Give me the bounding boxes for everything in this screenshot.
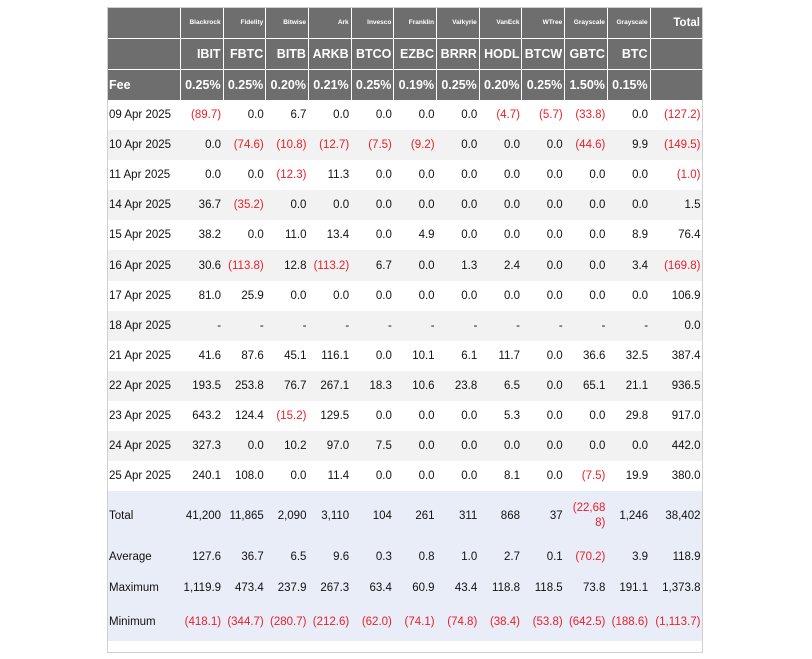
flow-value: 0.0 bbox=[375, 229, 392, 242]
row-total-value: (1.0) bbox=[676, 169, 701, 182]
flow-value: 0.0 bbox=[223, 431, 266, 461]
flow-value: 0.0 bbox=[375, 409, 392, 422]
flow-value: 76.7 bbox=[266, 371, 309, 401]
summary-value: (62.0) bbox=[351, 603, 394, 641]
provider-header: Invesco bbox=[351, 7, 394, 39]
summary-value: (38.4) bbox=[479, 603, 522, 641]
provider-header: Valkyrie bbox=[437, 7, 480, 39]
flow-value: (44.6) bbox=[565, 130, 608, 160]
flow-value: 6.7 bbox=[351, 250, 394, 280]
flow-value: (5.7) bbox=[539, 109, 563, 122]
table-body bbox=[107, 7, 703, 641]
flow-value: 23.8 bbox=[437, 371, 480, 401]
summary-value: 118.5 bbox=[522, 572, 565, 603]
flow-value: 116.1 bbox=[321, 349, 350, 362]
summary-value: 237.9 bbox=[266, 572, 309, 603]
flow-value: (7.5) bbox=[351, 130, 394, 160]
summary-value: 6.5 bbox=[266, 541, 309, 572]
summary-value: 118.8 bbox=[479, 572, 522, 603]
summary-value: 0.1 bbox=[522, 541, 565, 572]
summary-value: (74.8) bbox=[437, 603, 480, 641]
fee-value: 0.19% bbox=[394, 70, 437, 101]
flow-value: 0.0 bbox=[375, 289, 392, 302]
flow-value: 18.3 bbox=[351, 371, 394, 401]
flow-value: 0.0 bbox=[589, 229, 606, 242]
summary-row-total bbox=[107, 491, 703, 541]
flow-value: 0.0 bbox=[461, 229, 478, 242]
table-row bbox=[107, 341, 703, 371]
ticker-header: HODL bbox=[479, 39, 522, 70]
fee-value: 0.20% bbox=[479, 70, 522, 101]
flow-value: 124.4 bbox=[234, 409, 264, 422]
row-total-value: 106.9 bbox=[671, 289, 701, 302]
table-row bbox=[107, 160, 703, 190]
flow-value: 0.0 bbox=[589, 409, 606, 422]
summary-value: 41,200 bbox=[180, 491, 223, 541]
table-row bbox=[107, 220, 703, 250]
ticker-total-blank bbox=[650, 39, 702, 70]
flow-value: (10.8) bbox=[266, 130, 309, 160]
summary-value: 2,090 bbox=[266, 491, 309, 541]
flow-value: 0.0 bbox=[290, 470, 307, 483]
table-row bbox=[107, 311, 703, 341]
flow-value: 0.0 bbox=[546, 470, 563, 483]
row-date: 16 Apr 2025 bbox=[107, 250, 180, 280]
ticker-corner-cell bbox=[107, 39, 180, 70]
flow-value: 643.2 bbox=[192, 409, 222, 422]
flow-value: - bbox=[351, 311, 394, 341]
flow-value: 0.0 bbox=[461, 409, 478, 422]
ticker-header: BTC bbox=[607, 39, 650, 70]
flow-value: 0.0 bbox=[632, 289, 649, 302]
provider-header: Fidelity bbox=[223, 7, 266, 39]
flow-value: 240.1 bbox=[192, 470, 222, 483]
etf-flow-table bbox=[107, 7, 703, 641]
fee-value: 0.25% bbox=[522, 70, 565, 101]
flow-value: 0.0 bbox=[418, 169, 435, 182]
row-date: 22 Apr 2025 bbox=[107, 371, 180, 401]
row-date: 18 Apr 2025 bbox=[107, 311, 180, 341]
flow-value: 21.1 bbox=[607, 371, 650, 401]
flow-value: 11.0 bbox=[284, 229, 307, 242]
flow-value: 0.0 bbox=[632, 169, 649, 182]
flow-value: 10.2 bbox=[266, 431, 309, 461]
summary-value: (53.8) bbox=[522, 603, 565, 641]
summary-label: Average bbox=[107, 541, 180, 572]
flow-value: 0.0 bbox=[290, 289, 307, 302]
summary-row-average bbox=[107, 541, 703, 572]
flow-value: (35.2) bbox=[223, 190, 266, 220]
flow-value: 6.7 bbox=[290, 109, 307, 122]
flow-value: (89.7) bbox=[191, 109, 222, 122]
flow-value: - bbox=[607, 311, 650, 341]
flow-value: 0.0 bbox=[418, 470, 435, 483]
row-total-value: 380.0 bbox=[671, 470, 701, 483]
summary-value: 63.4 bbox=[351, 572, 394, 603]
flow-value: - bbox=[308, 311, 351, 341]
flow-value: 0.0 bbox=[461, 169, 478, 182]
summary-total-value: (1,113.7) bbox=[650, 603, 702, 641]
flow-value: 0.0 bbox=[394, 250, 437, 280]
row-total-value: (169.8) bbox=[650, 250, 702, 280]
flow-value: 0.0 bbox=[333, 109, 350, 122]
summary-value: 1.0 bbox=[437, 541, 480, 572]
ticker-header: ARKB bbox=[308, 39, 351, 70]
row-total-value: 1.5 bbox=[650, 190, 702, 220]
flow-value: (12.7) bbox=[308, 130, 351, 160]
flow-value: 6.5 bbox=[479, 371, 522, 401]
flow-value: 0.0 bbox=[503, 289, 520, 302]
summary-value: 0.3 bbox=[351, 541, 394, 572]
flow-value: 10.6 bbox=[394, 371, 437, 401]
flow-value: 9.9 bbox=[607, 130, 650, 160]
summary-value: 191.1 bbox=[607, 572, 650, 603]
summary-value: 868 bbox=[479, 491, 522, 541]
flow-value: - bbox=[180, 311, 223, 341]
flow-value: 0.0 bbox=[522, 250, 565, 280]
summary-value: 9.6 bbox=[308, 541, 351, 572]
flow-value: 0.0 bbox=[437, 190, 480, 220]
flow-value: 0.0 bbox=[546, 229, 563, 242]
flow-value: 87.6 bbox=[241, 349, 264, 362]
row-date: 21 Apr 2025 bbox=[109, 349, 172, 362]
flow-value: 0.0 bbox=[589, 169, 606, 182]
ticker-header: BRRR bbox=[437, 39, 480, 70]
provider-header: WTree bbox=[522, 7, 565, 39]
flow-value: (4.7) bbox=[496, 109, 520, 122]
provider-header: Grayscale bbox=[607, 7, 650, 39]
flow-value: 0.0 bbox=[247, 109, 264, 122]
flow-value: (7.5) bbox=[581, 470, 606, 483]
table-row bbox=[107, 130, 703, 160]
flow-value: (9.2) bbox=[394, 130, 437, 160]
flow-value: 0.0 bbox=[333, 289, 350, 302]
flow-value: 0.0 bbox=[522, 130, 565, 160]
row-date: 14 Apr 2025 bbox=[107, 190, 180, 220]
summary-value: 2.7 bbox=[479, 541, 522, 572]
flow-value: 0.0 bbox=[351, 190, 394, 220]
flow-value: 3.4 bbox=[607, 250, 650, 280]
flow-value: 0.0 bbox=[247, 169, 264, 182]
flow-value: 30.6 bbox=[180, 250, 223, 280]
flow-value: 0.0 bbox=[546, 169, 563, 182]
flow-value: 5.3 bbox=[503, 409, 520, 422]
table-row bbox=[107, 461, 703, 491]
flow-value: 6.1 bbox=[461, 349, 478, 362]
summary-value: 11,865 bbox=[223, 491, 266, 541]
flow-value: - bbox=[565, 311, 608, 341]
summary-value: (280.7) bbox=[266, 603, 309, 641]
table-row bbox=[107, 250, 703, 280]
flow-value: 25.9 bbox=[241, 289, 264, 302]
table-row bbox=[107, 431, 703, 461]
flow-value: 193.5 bbox=[180, 371, 223, 401]
flow-value: (33.8) bbox=[575, 109, 606, 122]
table-row bbox=[107, 281, 703, 311]
header-corner-cell bbox=[107, 7, 180, 39]
flow-value: 0.0 bbox=[418, 109, 435, 122]
summary-total-value: 118.9 bbox=[650, 541, 702, 572]
flow-value: 36.7 bbox=[180, 190, 223, 220]
flow-value: 0.0 bbox=[418, 409, 435, 422]
row-date: 17 Apr 2025 bbox=[109, 289, 172, 302]
flow-value: 0.0 bbox=[308, 190, 351, 220]
ticker-header: FBTC bbox=[223, 39, 266, 70]
summary-value: 104 bbox=[351, 491, 394, 541]
summary-value: (642.5) bbox=[565, 603, 608, 641]
flow-value: 8.9 bbox=[632, 229, 649, 242]
provider-header: Grayscale bbox=[565, 7, 608, 39]
flow-value: - bbox=[394, 311, 437, 341]
flow-value: 45.1 bbox=[284, 349, 307, 362]
row-total-value: (127.2) bbox=[664, 109, 701, 122]
summary-label: Maximum bbox=[107, 572, 180, 603]
flow-value: 1.3 bbox=[437, 250, 480, 280]
summary-row-minimum bbox=[107, 603, 703, 641]
ticker-header: IBIT bbox=[180, 39, 223, 70]
flow-value: 0.0 bbox=[522, 371, 565, 401]
row-date: 24 Apr 2025 bbox=[107, 431, 180, 461]
flow-value: - bbox=[223, 311, 266, 341]
fee-value: 0.15% bbox=[607, 70, 650, 101]
flow-value: 38.2 bbox=[198, 229, 222, 242]
flow-value: 0.0 bbox=[375, 349, 392, 362]
summary-value: (22,688) bbox=[565, 491, 608, 541]
flow-value: 36.6 bbox=[583, 349, 606, 362]
summary-value: 311 bbox=[437, 491, 480, 541]
flow-value: 0.0 bbox=[375, 169, 392, 182]
summary-total-value: 1,373.8 bbox=[650, 572, 702, 603]
summary-value: 73.8 bbox=[565, 572, 608, 603]
summary-value: 473.4 bbox=[223, 572, 266, 603]
flow-value: 7.5 bbox=[351, 431, 394, 461]
summary-value: (70.2) bbox=[565, 541, 608, 572]
summary-value: (418.1) bbox=[180, 603, 223, 641]
flow-value: (12.3) bbox=[276, 169, 307, 182]
flow-value: 97.0 bbox=[308, 431, 351, 461]
row-total-value: 76.4 bbox=[678, 229, 701, 242]
flow-value: 29.8 bbox=[625, 409, 649, 422]
fee-value: 0.25% bbox=[437, 70, 480, 101]
flow-value: 0.0 bbox=[394, 431, 437, 461]
flow-value: 0.0 bbox=[522, 431, 565, 461]
flow-value: - bbox=[437, 311, 480, 341]
flow-value: 0.0 bbox=[479, 190, 522, 220]
row-date: 10 Apr 2025 bbox=[107, 130, 180, 160]
flow-value: 108.0 bbox=[234, 470, 264, 483]
summary-value: 267.3 bbox=[308, 572, 351, 603]
flow-value: 0.0 bbox=[461, 289, 478, 302]
flow-value: 0.0 bbox=[546, 409, 563, 422]
flow-value: 0.0 bbox=[247, 229, 264, 242]
flow-value: - bbox=[522, 311, 565, 341]
flow-value: 12.8 bbox=[266, 250, 309, 280]
row-total-value: 0.0 bbox=[650, 311, 702, 341]
summary-value: 60.9 bbox=[394, 572, 437, 603]
summary-value: 1,119.9 bbox=[180, 572, 223, 603]
flow-value: 13.4 bbox=[326, 229, 350, 242]
flow-value: 19.9 bbox=[625, 470, 649, 483]
provider-header-row bbox=[107, 7, 703, 39]
fee-header-row bbox=[107, 70, 703, 101]
flow-value: 0.0 bbox=[375, 470, 392, 483]
flow-value: 0.0 bbox=[503, 229, 520, 242]
summary-value: (74.1) bbox=[394, 603, 437, 641]
flow-value: 0.0 bbox=[546, 289, 563, 302]
fee-value: 0.25% bbox=[351, 70, 394, 101]
flow-value: 0.0 bbox=[266, 190, 309, 220]
row-total-value: 387.4 bbox=[671, 349, 701, 362]
etf-flow-table-container bbox=[107, 7, 703, 641]
flow-value: (15.2) bbox=[276, 409, 307, 422]
flow-value: (113.8) bbox=[223, 250, 266, 280]
total-header: Total bbox=[650, 7, 702, 39]
fee-value: 0.25% bbox=[223, 70, 266, 101]
flow-value: 0.0 bbox=[394, 190, 437, 220]
flow-value: 0.0 bbox=[205, 169, 222, 182]
summary-value: (212.6) bbox=[308, 603, 351, 641]
provider-header: Bitwise bbox=[266, 7, 309, 39]
flow-value: 0.0 bbox=[437, 130, 480, 160]
flow-value: - bbox=[266, 311, 309, 341]
flow-value: 327.3 bbox=[180, 431, 223, 461]
summary-value: 36.7 bbox=[223, 541, 266, 572]
flow-value: 10.1 bbox=[412, 349, 435, 362]
flow-value: 81.0 bbox=[198, 289, 222, 302]
summary-label: Minimum bbox=[107, 603, 180, 641]
ticker-header: GBTC bbox=[565, 39, 608, 70]
flow-value: 0.0 bbox=[546, 349, 563, 362]
provider-header: Franklin bbox=[394, 7, 437, 39]
flow-value: 32.5 bbox=[625, 349, 649, 362]
provider-header: Ark bbox=[308, 7, 351, 39]
flow-value: 0.0 bbox=[565, 250, 608, 280]
flow-value: 0.0 bbox=[375, 109, 392, 122]
flow-value: 65.1 bbox=[565, 371, 608, 401]
summary-total-value: 38,402 bbox=[650, 491, 702, 541]
table-row bbox=[107, 371, 703, 401]
ticker-header: EZBC bbox=[394, 39, 437, 70]
row-total-value: 936.5 bbox=[650, 371, 702, 401]
flow-value: 8.1 bbox=[503, 470, 520, 483]
fee-label: Fee bbox=[107, 70, 180, 101]
flow-value: 41.6 bbox=[198, 349, 222, 362]
summary-value: 1,246 bbox=[607, 491, 650, 541]
flow-value: 0.0 bbox=[565, 190, 608, 220]
row-date: 15 Apr 2025 bbox=[109, 229, 172, 242]
flow-value: 11.4 bbox=[327, 470, 350, 483]
row-date: 11 Apr 2025 bbox=[109, 169, 171, 182]
ticker-header-row bbox=[107, 39, 703, 70]
flow-value: 0.0 bbox=[565, 431, 608, 461]
provider-header: Blackrock bbox=[180, 7, 223, 39]
flow-value: 0.0 bbox=[461, 470, 478, 483]
summary-value: 37 bbox=[522, 491, 565, 541]
table-row bbox=[107, 401, 703, 431]
flow-value: 2.4 bbox=[479, 250, 522, 280]
row-total-value: (149.5) bbox=[650, 130, 702, 160]
row-total-value: 917.0 bbox=[671, 409, 701, 422]
table-row bbox=[107, 100, 703, 130]
summary-value: 261 bbox=[394, 491, 437, 541]
flow-value: 0.0 bbox=[180, 130, 223, 160]
row-date: 23 Apr 2025 bbox=[109, 409, 172, 422]
ticker-header: BTCO bbox=[351, 39, 394, 70]
ticker-header: BTCW bbox=[522, 39, 565, 70]
summary-value: 127.6 bbox=[180, 541, 223, 572]
fee-value: 1.50% bbox=[565, 70, 608, 101]
summary-row-maximum bbox=[107, 572, 703, 603]
flow-value: 4.9 bbox=[418, 229, 435, 242]
flow-value: 0.0 bbox=[479, 431, 522, 461]
flow-value: 0.0 bbox=[461, 109, 478, 122]
summary-value: (188.6) bbox=[607, 603, 650, 641]
fee-total-blank bbox=[650, 70, 702, 101]
flow-value: 253.8 bbox=[223, 371, 266, 401]
flow-value: - bbox=[479, 311, 522, 341]
flow-value: 0.0 bbox=[522, 190, 565, 220]
flow-value: 0.0 bbox=[632, 109, 649, 122]
flow-value: 129.5 bbox=[320, 409, 350, 422]
summary-value: 0.8 bbox=[394, 541, 437, 572]
ticker-header: BITB bbox=[266, 39, 309, 70]
flow-value: 0.0 bbox=[479, 130, 522, 160]
summary-label: Total bbox=[107, 491, 180, 541]
table-row bbox=[107, 190, 703, 220]
flow-value: 0.0 bbox=[503, 169, 520, 182]
fee-value: 0.20% bbox=[266, 70, 309, 101]
flow-value: 11.3 bbox=[327, 169, 350, 182]
summary-value: 43.4 bbox=[437, 572, 480, 603]
flow-value: 11.7 bbox=[498, 349, 520, 362]
fee-value: 0.25% bbox=[180, 70, 223, 101]
flow-value: 0.0 bbox=[437, 431, 480, 461]
flow-value: 0.0 bbox=[607, 431, 650, 461]
flow-value: 0.0 bbox=[418, 289, 435, 302]
summary-value: 3.9 bbox=[607, 541, 650, 572]
flow-value: 0.0 bbox=[589, 289, 606, 302]
provider-header: VanEck bbox=[479, 7, 522, 39]
row-date: 09 Apr 2025 bbox=[109, 109, 172, 122]
flow-value: (74.6) bbox=[223, 130, 266, 160]
row-total-value: 442.0 bbox=[650, 431, 702, 461]
flow-value: (113.2) bbox=[308, 250, 351, 280]
row-date: 25 Apr 2025 bbox=[109, 470, 172, 483]
flow-value: 267.1 bbox=[308, 371, 351, 401]
flow-value: 0.0 bbox=[607, 190, 650, 220]
summary-value: (344.7) bbox=[223, 603, 266, 641]
fee-value: 0.21% bbox=[308, 70, 351, 101]
summary-value: 3,110 bbox=[308, 491, 351, 541]
